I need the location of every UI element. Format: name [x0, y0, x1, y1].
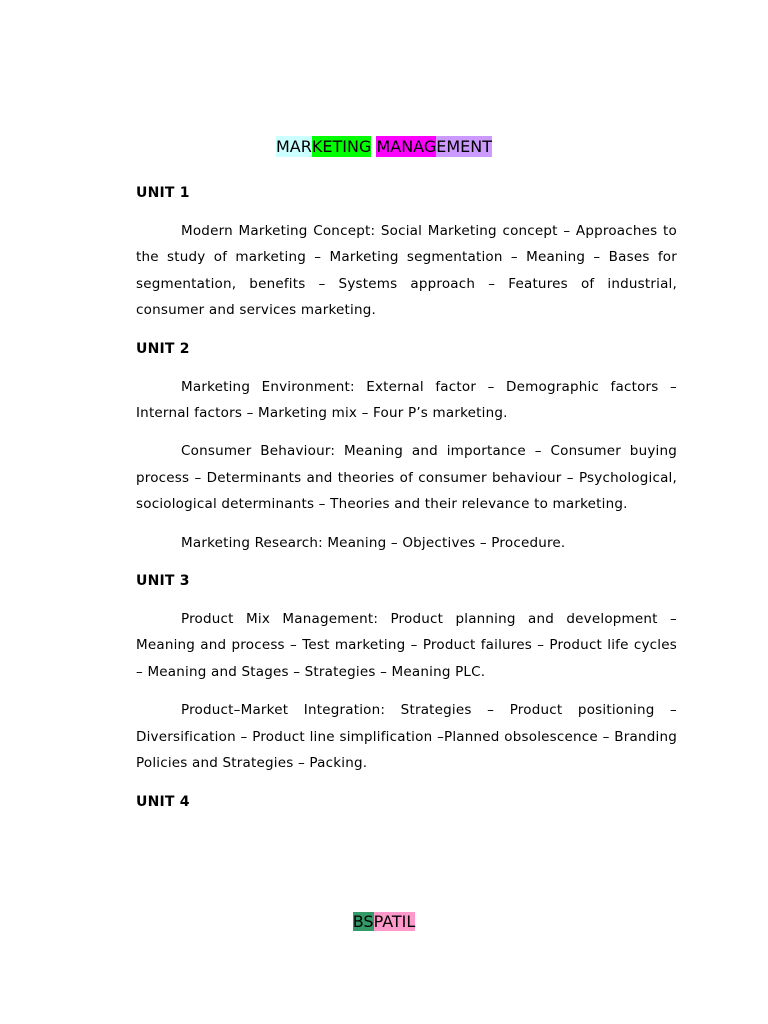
unit-heading: UNIT 4 — [136, 793, 190, 810]
unit-heading: UNIT 1 — [136, 185, 190, 201]
footer-segment: BS — [352, 912, 374, 931]
title-segment: G — [423, 137, 437, 156]
footer-segment: PATIL — [373, 912, 416, 931]
unit-heading: UNIT 2 — [136, 340, 190, 357]
footer-signature — [0, 910, 768, 934]
unit-paragraph: Product–Market Integration: Strategies – Product positioning – Diversification – Product line simplification –Planned obsolescence – Branding Policies and Strategies – Packing. — [136, 702, 677, 772]
unit-paragraph: Marketing Environment: External factor – Demographic factors – Internal factors – Marketing mix – Four P’s marketing. — [136, 378, 677, 422]
title-segment: EMENT — [436, 137, 492, 156]
unit-paragraph: Modern Marketing Concept: Social Marketing concept – Approaches to the study of marketing – Marketing segmentation – Meaning – Bases for segmentation, benefits – Systems approach – Features of industrial, consumer and services marketing. — [136, 223, 677, 319]
title-segment: MAR — [276, 137, 312, 156]
title-segment: KETING — [311, 137, 372, 156]
title-segment: MANA — [376, 137, 424, 156]
unit-paragraph: Consumer Behaviour: Meaning and importance – Consumer buying process – Determinants and theories of consumer behaviour – Psychological, sociological determinants – Theories and their relevance to marketing. — [136, 443, 677, 513]
unit-heading: UNIT 3 — [136, 573, 190, 590]
page-title — [0, 135, 768, 159]
syllabus-body — [136, 180, 677, 815]
unit-paragraph: Marketing Research: Meaning – Objectives – Procedure. — [181, 534, 566, 551]
unit-paragraph: Product Mix Management: Product planning and development – Meaning and process – Test marketing – Product failures – Product life cycles – Meaning and Stages – Strategies – Meaning PLC. — [136, 611, 677, 680]
